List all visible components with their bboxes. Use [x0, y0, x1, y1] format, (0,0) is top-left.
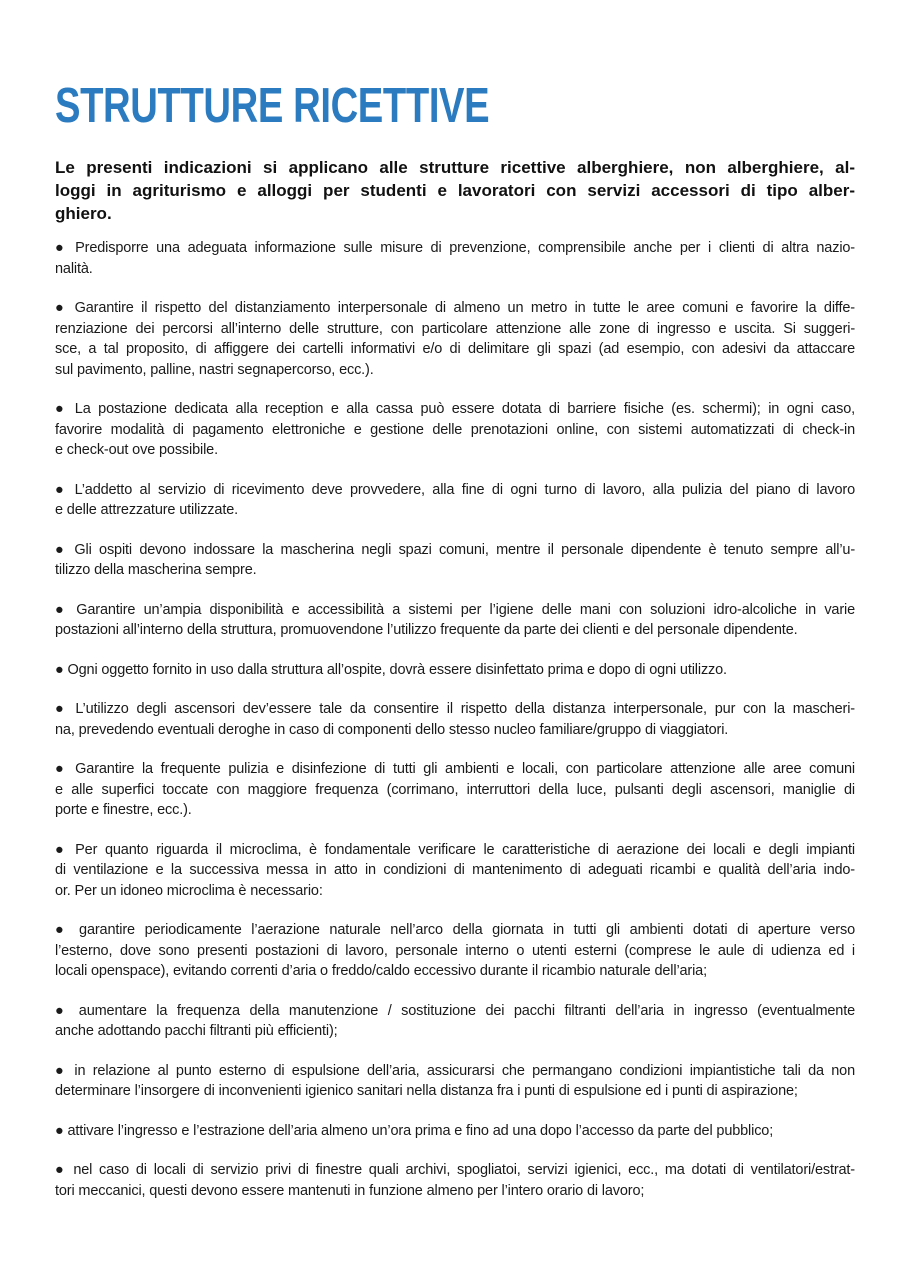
guideline-line: porte e finestre, ecc.).	[55, 802, 192, 818]
guideline-line: renziazione dei percorsi all’interno delle strutture, con particolare attenzione alle zone di ingresso e uscita. Si suggeri-	[55, 320, 855, 337]
guideline-line: ● aumentare la frequenza della manutenzione / sostituzione dei pacchi filtranti dell’aria in ingresso (eventualmente	[55, 1002, 855, 1019]
guideline-line: e delle attrezzature utilizzate.	[55, 502, 238, 518]
guideline-line: postazioni all’interno della struttura, promuovendone l’utilizzo frequente da parte dei clienti e del personale dipendente.	[55, 622, 798, 638]
guideline-line: sul pavimento, palline, nastri segnapercorso, ecc.).	[55, 361, 374, 378]
guideline-item	[55, 1160, 855, 1201]
guideline-line: ● Garantire un’ampia disponibilità e accessibilità a sistemi per l’igiene delle mani con soluzioni idro-alcoliche in varie	[55, 601, 855, 618]
intro-line: loggi in agriturismo e alloggi per studenti e lavoratori con servizi accessori di tipo alber-	[55, 181, 855, 200]
guideline-line: sce, a tal proposito, di affiggere dei cartelli informativi e/o di delimitare gli spazi (ad esempio, con adesivi da attaccare	[55, 341, 855, 357]
guideline-item	[55, 298, 855, 380]
guideline-line: anche adottando pacchi filtranti più efficienti);	[55, 1023, 338, 1039]
guideline-item	[55, 1061, 855, 1102]
guideline-line: nalità.	[55, 260, 93, 277]
guideline-line: ● Garantire il rispetto del distanziamento interpersonale di almeno un metro in tutte le aree comuni e favorire la diffe-	[55, 300, 855, 316]
guideline-line: ● garantire periodicamente l’aerazione naturale nell’arco della giornata in tutti gli ambienti dotati di aperture verso	[55, 922, 855, 938]
guideline-line: ● L’utilizzo degli ascensori dev’essere tale da consentire il rispetto della distanza interpersonale, pur con la mascheri-	[55, 701, 855, 717]
guideline-item	[55, 540, 855, 581]
intro-paragraph	[55, 156, 855, 225]
guideline-item	[55, 759, 855, 821]
guideline-item	[55, 1001, 855, 1042]
page-title: STRUTTURE RICETTIVE	[55, 79, 490, 133]
guideline-line: e alle superfici toccate con maggiore frequenza (corrimano, interruttori della luce, pulsanti degli ascensori, maniglie di	[55, 781, 855, 798]
guideline-line: e check-out ove possibile.	[55, 442, 218, 458]
intro-line: ghiero.	[55, 204, 112, 223]
guideline-line: locali openspace), evitando correnti d’aria o freddo/caldo eccessivo durante il ricambio naturale dell’aria;	[55, 963, 707, 979]
guideline-item	[55, 238, 855, 279]
guideline-item	[55, 699, 855, 740]
guideline-item	[55, 920, 855, 982]
guideline-line: l’esterno, dove sono presenti postazioni di lavoro, personale interno o utenti esterni (comprese le aule di udienza ed i	[55, 942, 855, 959]
intro-line: Le presenti indicazioni si applicano alle strutture ricettive alberghiere, non alberghiere, al-	[55, 158, 855, 177]
guideline-line: tori meccanici, questi devono essere mantenuti in funzione almeno per l’intero orario di lavoro;	[55, 1182, 645, 1199]
guideline-line: favorire modalità di pagamento elettroniche e gestione delle prenotazioni online, con sistemi automatizzati di check-in	[55, 421, 855, 438]
guideline-line: ● in relazione al punto esterno di espulsione dell’aria, assicurarsi che permangano condizioni impiantistiche tali da non	[55, 1062, 855, 1079]
guideline-line: na, prevedendo eventuali deroghe in caso di componenti dello stesso nucleo familiare/gruppo di viaggiatori.	[55, 721, 729, 738]
guideline-line: di ventilazione e la successiva messa in atto in condizioni di mantenimento di adeguati ricambi e qualità dell’aria indo-	[55, 862, 855, 878]
guideline-line: ● attivare l’ingresso e l’estrazione dell’aria almeno un’ora prima e fino ad una dopo l’accesso da parte del pubblico;	[55, 1122, 774, 1139]
guideline-item	[55, 660, 855, 681]
guideline-line: ● Predisporre una adeguata informazione sulle misure di prevenzione, comprensibile anche per i clienti di altra nazio-	[55, 240, 855, 256]
guideline-line: ● La postazione dedicata alla reception e alla cassa può essere dotata di barriere fisiche (es. schermi); in ogni caso,	[55, 401, 855, 417]
guideline-item	[55, 1121, 855, 1142]
guideline-line: ● Gli ospiti devono indossare la mascherina negli spazi comuni, mentre il personale dipendente è tenuto sempre all’u-	[55, 541, 855, 558]
guideline-line: or. Per un idoneo microclima è necessario:	[55, 882, 323, 899]
guideline-item	[55, 399, 855, 461]
guideline-item	[55, 480, 855, 521]
guideline-item	[55, 840, 855, 902]
guideline-line: tilizzo della mascherina sempre.	[55, 562, 257, 578]
guideline-line: ● nel caso di locali di servizio privi di finestre quali archivi, spogliatoi, servizi igienici, ecc., ma dotati di ventilatori/estrat-	[55, 1162, 855, 1178]
guideline-list	[55, 238, 855, 1220]
guideline-line: ● Per quanto riguarda il microclima, è fondamentale verificare le caratteristiche di aerazione dei locali e degli impianti	[55, 841, 855, 858]
guideline-item	[55, 600, 855, 641]
guideline-line: ● Ogni oggetto fornito in uso dalla struttura all’ospite, dovrà essere disinfettato prima e dopo di ogni utilizzo.	[55, 661, 727, 678]
guideline-line: ● Garantire la frequente pulizia e disinfezione di tutti gli ambienti e locali, con particolare attenzione alle aree comuni	[55, 761, 855, 777]
guideline-line: ● L’addetto al servizio di ricevimento deve provvedere, alla fine di ogni turno di lavoro, alla pulizia del piano di lavoro	[55, 481, 855, 498]
guideline-line: determinare l’insorgere di inconvenienti igienico sanitari nella distanza fra i punti di espulsione ed i punti di aspirazione;	[55, 1083, 798, 1099]
